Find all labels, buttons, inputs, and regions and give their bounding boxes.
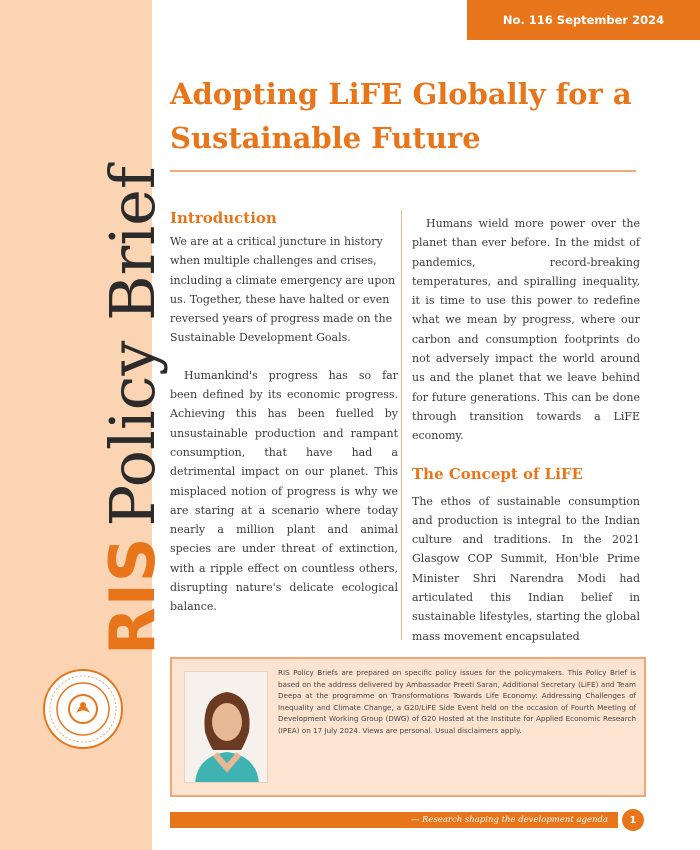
footer-bar (170, 812, 618, 828)
portrait-icon (185, 672, 268, 783)
left-column (170, 208, 398, 635)
brand-ris: RIS (96, 536, 169, 655)
page-number: 1 (622, 809, 644, 831)
column-divider (401, 210, 402, 640)
author-box (170, 657, 646, 797)
left-sidebar (0, 0, 169, 850)
author-note: RIS Policy Briefs are prepared on specific policy issues for the policymakers. This Policy Brief is based on the address delivered by Ambassador Preeti Saran, Additional Secretary (LiFE) and Team Deepa at the programme on Transformations Towards Life Economy: Addressing Challenges of Inequality and Climate Change, a G20/LiFE Side Event held on the occasion of Fourth Meeting of Development Working Group (DWG) of G20 Hosted at the Institute for Applied Economic Research (IPEA) on 17 July 2024. Views are personal. Usual disclaimers apply. (278, 668, 636, 735)
paragraph: Humans wield more power over the planet than ever before. In the midst of pandemics, record-breaking temperatures, and spiralling inequality, it is time to use this power to redefine what we mean by progress, where our carbon and consumption footprints do not adversely impact the world around us and the planet that we leave behind for future generations. This can be done through transition towards a LiFE economy. (412, 217, 640, 443)
issue-label: No. 116 September 2024 (467, 0, 700, 40)
brand-wordmark (96, 166, 169, 655)
author-photo (184, 671, 268, 783)
section-heading-concept: The Concept of LiFE (412, 464, 584, 483)
footer-tagline: — Research shaping the development agenda (410, 815, 608, 825)
page-title: Adopting LiFE Globally for a Sustainable Future (170, 77, 632, 155)
title-divider (170, 170, 636, 172)
paragraph: We are at a critical juncture in history when multiple challenges and crises, including a climate emergency are upon us. Together, these have halted or even reversed years of progress made on the Sustainable Development Goals. (170, 235, 396, 345)
paragraph: Humankind's progress has so far been defined by its economic progress. Achieving this has been fuelled by unsustainable production and rampant consumption, that have had a detrimental impact on our planet. This misplaced notion of progress is why we are staring at a scenario where today nearly a million plant and animal species are under threat of extinction, with a ripple effect on countless others, disrupting nature's delicate ecological balance. (170, 368, 398, 614)
ris-emblem-icon (42, 668, 124, 750)
section-heading-introduction: Introduction (170, 209, 277, 227)
paragraph: The ethos of sustainable consumption and production is integral to the Indian culture and traditions. In the 2021 Glasgow COP Summit, Hon'ble Prime Minister Shri Narendra Modi had articulated this Indian belief in sustainable lifestyles, starting the global mass movement encapsulated (412, 494, 640, 643)
brand-policy-brief: Policy Brief (96, 166, 169, 527)
right-column (412, 214, 640, 664)
